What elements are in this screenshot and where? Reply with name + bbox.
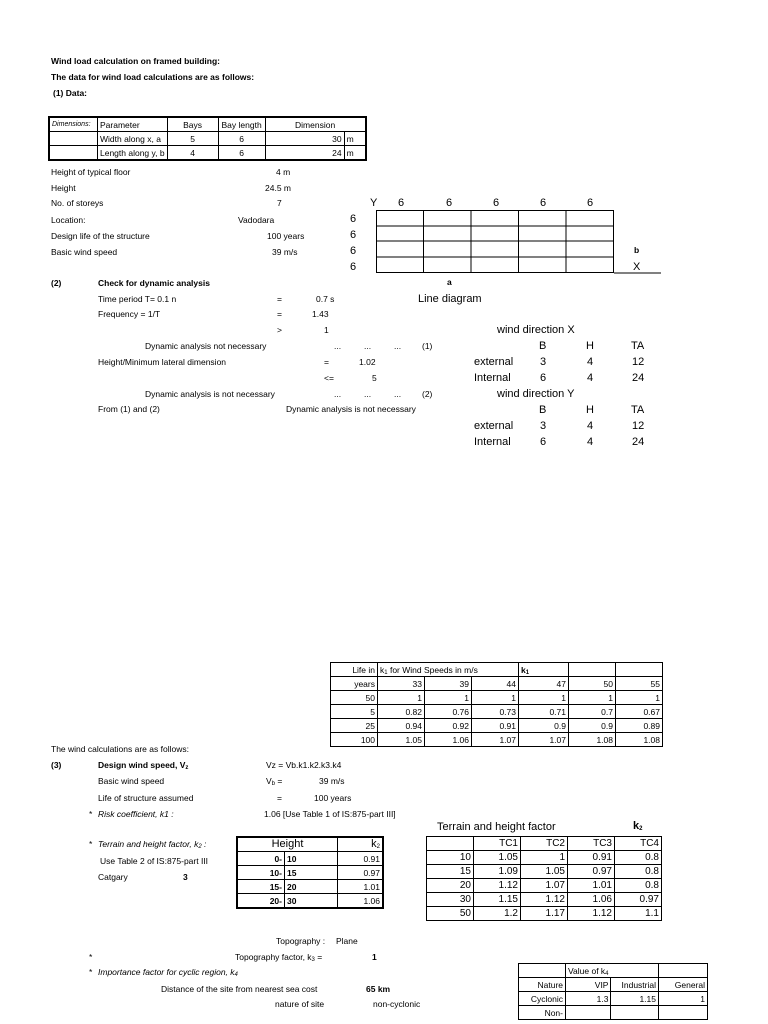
k4-cell bbox=[611, 1006, 659, 1020]
k1-speed: 39 bbox=[425, 677, 472, 691]
height-to: 20 bbox=[285, 880, 338, 894]
dim-header-bays: Bays bbox=[167, 117, 218, 132]
conclusion: Dynamic analysis is not necessary bbox=[286, 404, 416, 414]
diagram-b-label: b bbox=[634, 245, 640, 255]
topo-factor-label bbox=[235, 952, 322, 963]
table-row bbox=[331, 691, 663, 705]
le-sign: <= bbox=[324, 373, 334, 383]
height-from: 15- bbox=[237, 880, 285, 894]
k1-life: 100 bbox=[331, 733, 378, 747]
dots: ... bbox=[334, 341, 342, 351]
terrain-h: 10 bbox=[427, 851, 474, 865]
k4-head bbox=[566, 964, 659, 978]
k4-cell bbox=[659, 1006, 708, 1020]
k1-cell: 1.08 bbox=[616, 733, 663, 747]
dim-bays: 4 bbox=[167, 146, 218, 161]
topography-label: Topography : bbox=[276, 936, 326, 946]
terrain-sub: 2 bbox=[198, 844, 202, 850]
le-value: 5 bbox=[372, 373, 377, 383]
height-k-head bbox=[338, 837, 384, 852]
terrain-cell: 1.15 bbox=[474, 893, 521, 907]
wind-y-h: 4 bbox=[587, 436, 594, 448]
frequency-value: 1.43 bbox=[312, 309, 329, 319]
height-from: 0- bbox=[237, 852, 285, 866]
terrain-label bbox=[98, 839, 206, 850]
diagram-top-dim: 6 bbox=[540, 197, 547, 209]
k4-col: Nature bbox=[519, 978, 566, 992]
table-row bbox=[237, 880, 383, 894]
gt-sign: > bbox=[277, 325, 282, 335]
k-sub: 2 bbox=[639, 826, 643, 832]
k1-cell: 0.73 bbox=[472, 705, 519, 719]
table-row bbox=[427, 851, 662, 865]
k1-life: 50 bbox=[331, 691, 378, 705]
section-1-label: (1) Data: bbox=[53, 88, 88, 98]
topo-factor-text: Topography factor, k bbox=[235, 952, 312, 962]
dim-param: Width along x, a bbox=[98, 132, 168, 146]
wind-y-b: 6 bbox=[540, 436, 547, 448]
terrain-cell: 1.17 bbox=[521, 907, 568, 921]
terrain-cell: 1 bbox=[521, 851, 568, 865]
table-row bbox=[519, 1006, 708, 1020]
dim-header-bay-length: Bay length bbox=[218, 117, 265, 132]
page-title: Wind load calculation on framed building: bbox=[51, 56, 220, 66]
k1-cell: 0.94 bbox=[378, 719, 425, 733]
wind-y-b: 3 bbox=[540, 420, 547, 432]
k-symbol: k bbox=[371, 838, 377, 850]
wind-y-h: 4 bbox=[587, 420, 594, 432]
height-k: 0.91 bbox=[338, 852, 384, 866]
k4-col: Industrial bbox=[611, 978, 659, 992]
terrain-cell: 1.06 bbox=[568, 893, 615, 907]
k4-cell bbox=[566, 1006, 611, 1020]
dots: ... bbox=[394, 389, 402, 399]
dynamic-heading: Check for dynamic analysis bbox=[98, 278, 210, 288]
k1-speed: 47 bbox=[519, 677, 569, 691]
wind-x-b: 3 bbox=[540, 356, 547, 368]
dim-bay-length: 6 bbox=[218, 132, 265, 146]
vz-formula: Vz = Vb.k1.k2.k3.k4 bbox=[266, 760, 342, 770]
diagram-caption: Line diagram bbox=[418, 293, 482, 305]
height-value: 24.5 m bbox=[265, 183, 291, 193]
terrain-cell: 0.8 bbox=[615, 865, 662, 879]
k1-cell: 0.92 bbox=[425, 719, 472, 733]
k-sub: 1 bbox=[525, 669, 530, 676]
wind-col-ta: TA bbox=[631, 340, 645, 352]
k1-cell: 1.07 bbox=[519, 733, 569, 747]
risk-label: Risk coefficient, k1 : bbox=[98, 809, 174, 819]
wind-col-b: B bbox=[539, 404, 547, 416]
page-subtitle: The data for wind load calculations are as follows: bbox=[51, 72, 255, 82]
k1-speed: 55 bbox=[616, 677, 663, 691]
dim-bays: 5 bbox=[167, 132, 218, 146]
table-row bbox=[331, 719, 663, 733]
dim-unit: m bbox=[344, 132, 366, 146]
k4-head-sub: 4 bbox=[605, 970, 609, 977]
diagram-side-dim: 6 bbox=[350, 229, 357, 241]
dots: ... bbox=[364, 389, 372, 399]
ref-1: (1) bbox=[422, 341, 433, 351]
k1-cell: 0.76 bbox=[425, 705, 472, 719]
height-to: 15 bbox=[285, 866, 338, 880]
height-k2-table bbox=[236, 836, 384, 909]
height-k: 1.06 bbox=[338, 894, 384, 909]
table-row bbox=[237, 866, 383, 880]
time-period-eq: = bbox=[277, 294, 282, 304]
section-3-number: (3) bbox=[51, 760, 62, 770]
diagram-side-dim: 6 bbox=[350, 245, 357, 257]
k1-life: 5 bbox=[331, 705, 378, 719]
terrain-cell: 1.2 bbox=[474, 907, 521, 921]
wind-y-row-label: Internal bbox=[474, 436, 511, 448]
table-row bbox=[427, 865, 662, 879]
k1-cell: 1.05 bbox=[378, 733, 425, 747]
bullet: * bbox=[89, 839, 93, 849]
k1-speed: 33 bbox=[378, 677, 425, 691]
time-period-value: 0.7 s bbox=[316, 294, 335, 304]
terrain-cell: 1.12 bbox=[568, 907, 615, 921]
importance-sub: 4 bbox=[234, 972, 238, 978]
gt-value: 1 bbox=[324, 325, 329, 335]
table-row bbox=[427, 907, 662, 921]
k4-cell: 1.3 bbox=[566, 992, 611, 1006]
k1-table bbox=[330, 662, 663, 747]
k1-speed: 44 bbox=[472, 677, 519, 691]
terrain-cell: 1.1 bbox=[615, 907, 662, 921]
k4-col: General bbox=[659, 978, 708, 992]
height-label: Height bbox=[51, 183, 76, 193]
k1-cell: 0.7 bbox=[569, 705, 616, 719]
k1-speed: 50 bbox=[569, 677, 616, 691]
k1-symbol: k bbox=[380, 664, 385, 675]
dim-header-parameter: Parameter bbox=[98, 117, 168, 132]
topo-factor-value: 1 bbox=[372, 952, 377, 962]
k1-cell: 1 bbox=[472, 691, 519, 705]
wind-col-h: H bbox=[586, 340, 594, 352]
terrain-h: 20 bbox=[427, 879, 474, 893]
height-to: 10 bbox=[285, 852, 338, 866]
wind-x-b: 6 bbox=[540, 372, 547, 384]
terrain-cell: 1.07 bbox=[521, 879, 568, 893]
dim-header-dimension: Dimension bbox=[265, 117, 366, 132]
floor-height-label: Height of typical floor bbox=[51, 167, 131, 177]
terrain-cell: 0.8 bbox=[615, 879, 662, 893]
k1-sub: 1 bbox=[384, 669, 388, 676]
calc-intro: The wind calculations are as follows: bbox=[51, 744, 189, 754]
nature-value: non-cyclonic bbox=[373, 999, 421, 1009]
table-row bbox=[427, 879, 662, 893]
k-symbol: k bbox=[521, 664, 526, 675]
diagram-top-dim: 6 bbox=[587, 197, 594, 209]
wind-x-h: 4 bbox=[587, 372, 594, 384]
height-k: 0.97 bbox=[338, 866, 384, 880]
wind-col-ta: TA bbox=[631, 404, 645, 416]
diagram-y-label: Y bbox=[370, 197, 378, 209]
k4-table bbox=[518, 963, 708, 1020]
life-assumed-eq: = bbox=[277, 793, 282, 803]
terrain-cell: 1.09 bbox=[474, 865, 521, 879]
k4-head-text: Value of k bbox=[568, 965, 606, 976]
section-2-number: (2) bbox=[51, 278, 62, 288]
dim-row-label: Dimensions: bbox=[49, 117, 98, 132]
dynamic-result-2: Dynamic analysis is not necessary bbox=[145, 389, 275, 399]
location-label: Location: bbox=[51, 215, 86, 225]
distance-label: Distance of the site from nearest sea cost bbox=[161, 984, 318, 994]
terrain-col: TC4 bbox=[615, 837, 662, 851]
k1-cell: 0.82 bbox=[378, 705, 425, 719]
table-row bbox=[427, 893, 662, 907]
design-life-label: Design life of the structure bbox=[51, 231, 150, 241]
height-k: 1.01 bbox=[338, 880, 384, 894]
location-value: Vadodara bbox=[238, 215, 275, 225]
basic-wind-speed-label: Basic wind speed bbox=[98, 776, 165, 786]
table-row bbox=[519, 992, 708, 1006]
importance-text: Importance factor for cyclic region, k bbox=[98, 967, 235, 977]
k4-col: VIP bbox=[566, 978, 611, 992]
terrain-h: 15 bbox=[427, 865, 474, 879]
design-wind-label bbox=[98, 760, 188, 771]
category-value: 3 bbox=[183, 872, 188, 882]
nature-label: nature of site bbox=[275, 999, 325, 1009]
terrain-text: Terrain and height factor, k bbox=[98, 839, 199, 849]
vb-eq: = bbox=[275, 776, 283, 786]
terrain-cell: 0.97 bbox=[568, 865, 615, 879]
diagram-side-dim: 6 bbox=[350, 261, 357, 273]
k1-cell: 1 bbox=[519, 691, 569, 705]
bullet: * bbox=[89, 967, 93, 977]
wind-y-ta: 12 bbox=[632, 420, 645, 432]
terrain-table-title: Terrain and height factor bbox=[437, 821, 556, 833]
terrain-col: TC1 bbox=[474, 837, 521, 851]
k1-life: 25 bbox=[331, 719, 378, 733]
k1-cell: 0.9 bbox=[569, 719, 616, 733]
wind-dir-y-title: wind direction Y bbox=[497, 388, 575, 400]
height-min-dim-eq: = bbox=[324, 357, 329, 367]
dim-bay-length: 6 bbox=[218, 146, 265, 161]
k4-nature: Non- bbox=[519, 1006, 566, 1020]
bullet: * bbox=[89, 809, 93, 819]
basic-wind-value: 39 m/s bbox=[272, 247, 298, 257]
k4-nature: Cyclonic bbox=[519, 992, 566, 1006]
design-life-value: 100 years bbox=[267, 231, 305, 241]
diagram-x-label: X bbox=[633, 261, 641, 273]
terrain-cell: 1.05 bbox=[521, 865, 568, 879]
diagram-top-dim: 6 bbox=[446, 197, 453, 209]
terrain-cell: 0.91 bbox=[568, 851, 615, 865]
k-sub: 2 bbox=[376, 844, 380, 850]
height-min-dim-label: Height/Minimum lateral dimension bbox=[98, 357, 227, 367]
terrain-cell: 1.05 bbox=[474, 851, 521, 865]
design-wind-sub: z bbox=[185, 765, 189, 771]
terrain-colon: : bbox=[201, 839, 207, 849]
k1-cell: 1.08 bbox=[569, 733, 616, 747]
terrain-h: 50 bbox=[427, 907, 474, 921]
time-period-label: Time period T= 0.1 n bbox=[98, 294, 177, 304]
k4-cell: 1.15 bbox=[611, 992, 659, 1006]
terrain-cell: 1.12 bbox=[521, 893, 568, 907]
frequency-eq: = bbox=[277, 309, 282, 319]
dim-value: 30 bbox=[265, 132, 344, 146]
k1-cell: 1.06 bbox=[425, 733, 472, 747]
wind-x-row-label: Internal bbox=[474, 372, 511, 384]
table-row bbox=[237, 852, 383, 866]
wind-x-h: 4 bbox=[587, 356, 594, 368]
terrain-cell: 1.12 bbox=[474, 879, 521, 893]
wind-y-ta: 24 bbox=[632, 436, 645, 448]
frequency-label: Frequency = 1/T bbox=[98, 309, 161, 319]
vb-label bbox=[266, 776, 282, 787]
life-assumed-label: Life of structure assumed bbox=[98, 793, 194, 803]
table-row bbox=[331, 733, 663, 747]
table-row bbox=[237, 894, 383, 909]
terrain-col: TC3 bbox=[568, 837, 615, 851]
height-head: Height bbox=[237, 837, 338, 852]
dots: ... bbox=[334, 389, 342, 399]
wind-dir-x-title: wind direction X bbox=[497, 324, 575, 336]
dynamic-result-1: Dynamic analysis not necessary bbox=[145, 341, 267, 351]
k1-years-label: years bbox=[331, 677, 378, 691]
vb-symbol: V bbox=[266, 776, 272, 786]
diagram-side-dim: 6 bbox=[350, 213, 357, 225]
table-row bbox=[331, 705, 663, 719]
dimensions-table bbox=[48, 116, 367, 161]
height-min-dim-value: 1.02 bbox=[359, 357, 376, 367]
height-from: 10- bbox=[237, 866, 285, 880]
k1-cell: 0.9 bbox=[519, 719, 569, 733]
diagram-top-dim: 6 bbox=[398, 197, 405, 209]
k-symbol: k bbox=[633, 820, 640, 832]
wind-y-row-label: external bbox=[474, 420, 514, 432]
life-assumed-value: 100 years bbox=[314, 793, 352, 803]
k1-head-k bbox=[519, 663, 569, 677]
terrain-cell: 0.8 bbox=[615, 851, 662, 865]
importance-label bbox=[98, 967, 238, 978]
k1-cell: 1 bbox=[616, 691, 663, 705]
category-label: Catgary bbox=[98, 872, 128, 882]
topography-value: Plane bbox=[336, 936, 358, 946]
diagram-a-label: a bbox=[447, 277, 452, 287]
k1-cell: 0.89 bbox=[616, 719, 663, 733]
terrain-cell: 0.97 bbox=[615, 893, 662, 907]
terrain-h: 30 bbox=[427, 893, 474, 907]
k1-cell: 1.07 bbox=[472, 733, 519, 747]
distance-value: 65 km bbox=[366, 984, 391, 994]
k1-head-speeds bbox=[378, 663, 519, 677]
k1-cell: 0.91 bbox=[472, 719, 519, 733]
bullet: * bbox=[89, 952, 93, 962]
wind-x-ta: 12 bbox=[632, 356, 645, 368]
floor-height-value: 4 m bbox=[276, 167, 291, 177]
design-wind-text: Design wind speed, V bbox=[98, 760, 186, 770]
line-diagram-grid bbox=[376, 210, 666, 276]
diagram-top-dim: 6 bbox=[493, 197, 500, 209]
k1-cell: 0.71 bbox=[519, 705, 569, 719]
height-from: 20- bbox=[237, 894, 285, 909]
storeys-label: No. of storeys bbox=[51, 198, 104, 208]
height-to: 30 bbox=[285, 894, 338, 909]
dim-unit: m bbox=[344, 146, 366, 161]
k1-cell: 1 bbox=[569, 691, 616, 705]
terrain-table-k bbox=[633, 820, 642, 833]
k1-head-text: for Wind Speeds in m/s bbox=[387, 664, 478, 675]
terrain-table bbox=[426, 836, 662, 921]
terrain-col: TC2 bbox=[521, 837, 568, 851]
dim-value: 24 bbox=[265, 146, 344, 161]
basic-wind-label: Basic wind speed bbox=[51, 247, 118, 257]
use-table-2: Use Table 2 of IS:875-part III bbox=[100, 856, 209, 866]
vb-sub: b bbox=[271, 781, 276, 787]
wind-col-h: H bbox=[586, 404, 594, 416]
topo-factor-sub: 3 bbox=[311, 957, 315, 963]
vb-value: 39 m/s bbox=[319, 776, 345, 786]
dim-param: Length along y, b bbox=[98, 146, 168, 161]
risk-value: 1.06 [Use Table 1 of IS:875-part III] bbox=[264, 809, 396, 819]
wind-x-row-label: external bbox=[474, 356, 514, 368]
k4-cell: 1 bbox=[659, 992, 708, 1006]
k1-head-life: Life in bbox=[331, 663, 378, 677]
dots: ... bbox=[364, 341, 372, 351]
k1-cell: 1 bbox=[425, 691, 472, 705]
wind-x-ta: 24 bbox=[632, 372, 645, 384]
ref-2: (2) bbox=[422, 389, 433, 399]
topo-factor-eq: = bbox=[314, 952, 323, 962]
from-label: From (1) and (2) bbox=[98, 404, 160, 414]
k1-cell: 1 bbox=[378, 691, 425, 705]
k1-cell: 0.67 bbox=[616, 705, 663, 719]
wind-col-b: B bbox=[539, 340, 547, 352]
dots: ... bbox=[394, 341, 402, 351]
terrain-cell: 1.01 bbox=[568, 879, 615, 893]
storeys-value: 7 bbox=[277, 198, 282, 208]
